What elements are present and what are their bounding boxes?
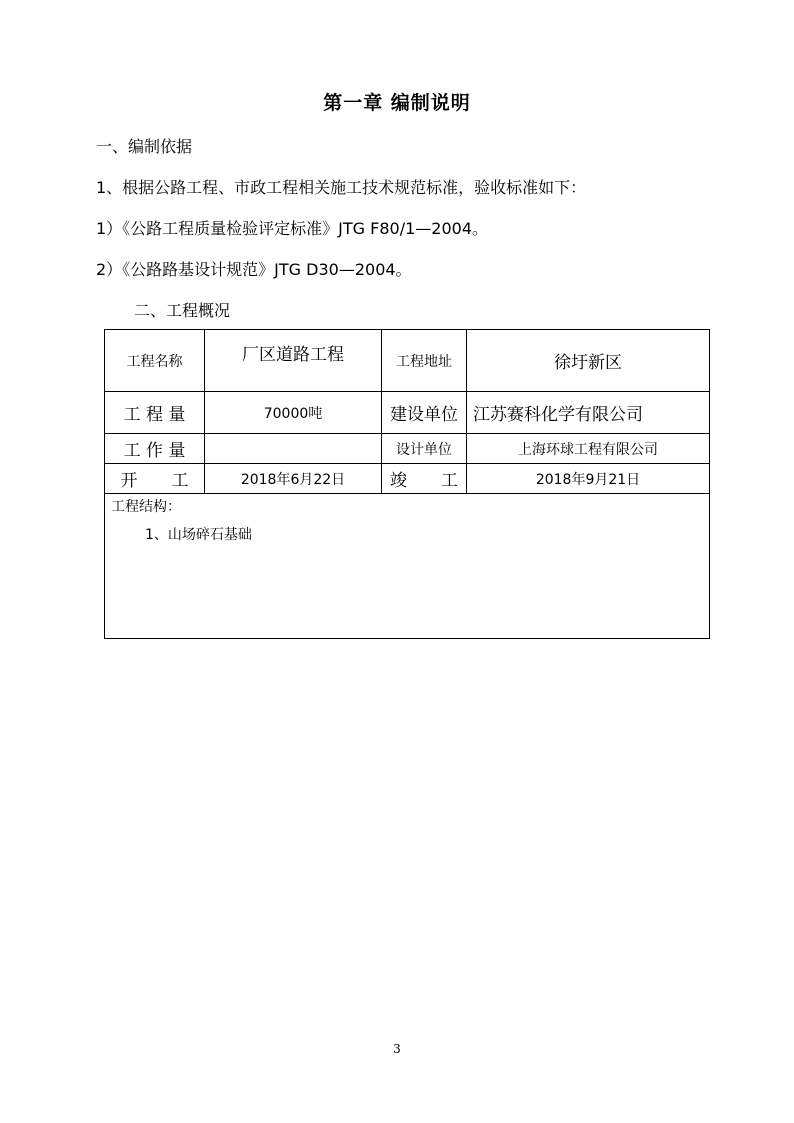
overview-heading: 二、工程概况 [134,301,231,320]
structure-item: 1、山场碎石基础 [145,527,252,543]
start-value: 2018年6月22日 [205,464,382,494]
start-label: 开 工 [105,464,205,494]
workload-label: 工 作 量 [105,434,205,464]
builder-label: 建设单位 [382,392,467,434]
basis-item-2: 2）《公路路基设计规范》JTG D30—2004。 [96,260,412,279]
basis-item-1: 1）《公路工程质量检验评定标准》JTG F80/1—2004。 [96,219,489,238]
basis-intro: 1、根据公路工程、市政工程相关施工技术规范标准，验收标准如下： [96,178,587,197]
builder-value: 江苏赛科化学有限公司 [467,392,710,434]
page-number: 3 [393,1042,401,1056]
quantity-value: 70000吨 [205,392,382,434]
designer-label: 设计单位 [382,434,467,464]
project-address-value: 徐圩新区 [467,330,710,392]
workload-value [205,434,382,464]
finish-value: 2018年9月21日 [467,464,710,494]
table-row [105,494,710,639]
project-name-label: 工程名称 [105,330,205,392]
project-address-label: 工程地址 [382,330,467,392]
structure-cell [105,494,710,639]
project-overview-table [104,329,710,639]
basis-heading: 一、编制依据 [96,137,193,156]
quantity-label: 工 程 量 [105,392,205,434]
chapter-title: 第一章 编制说明 [323,92,471,114]
table-row [105,330,710,392]
finish-label: 竣 工 [382,464,467,494]
table-row [105,392,710,434]
table-row [105,464,710,494]
designer-value: 上海环球工程有限公司 [467,434,710,464]
structure-label: 工程结构： [111,499,181,515]
project-name-value: 厂区道路工程 [205,330,382,392]
table-row [105,434,710,464]
